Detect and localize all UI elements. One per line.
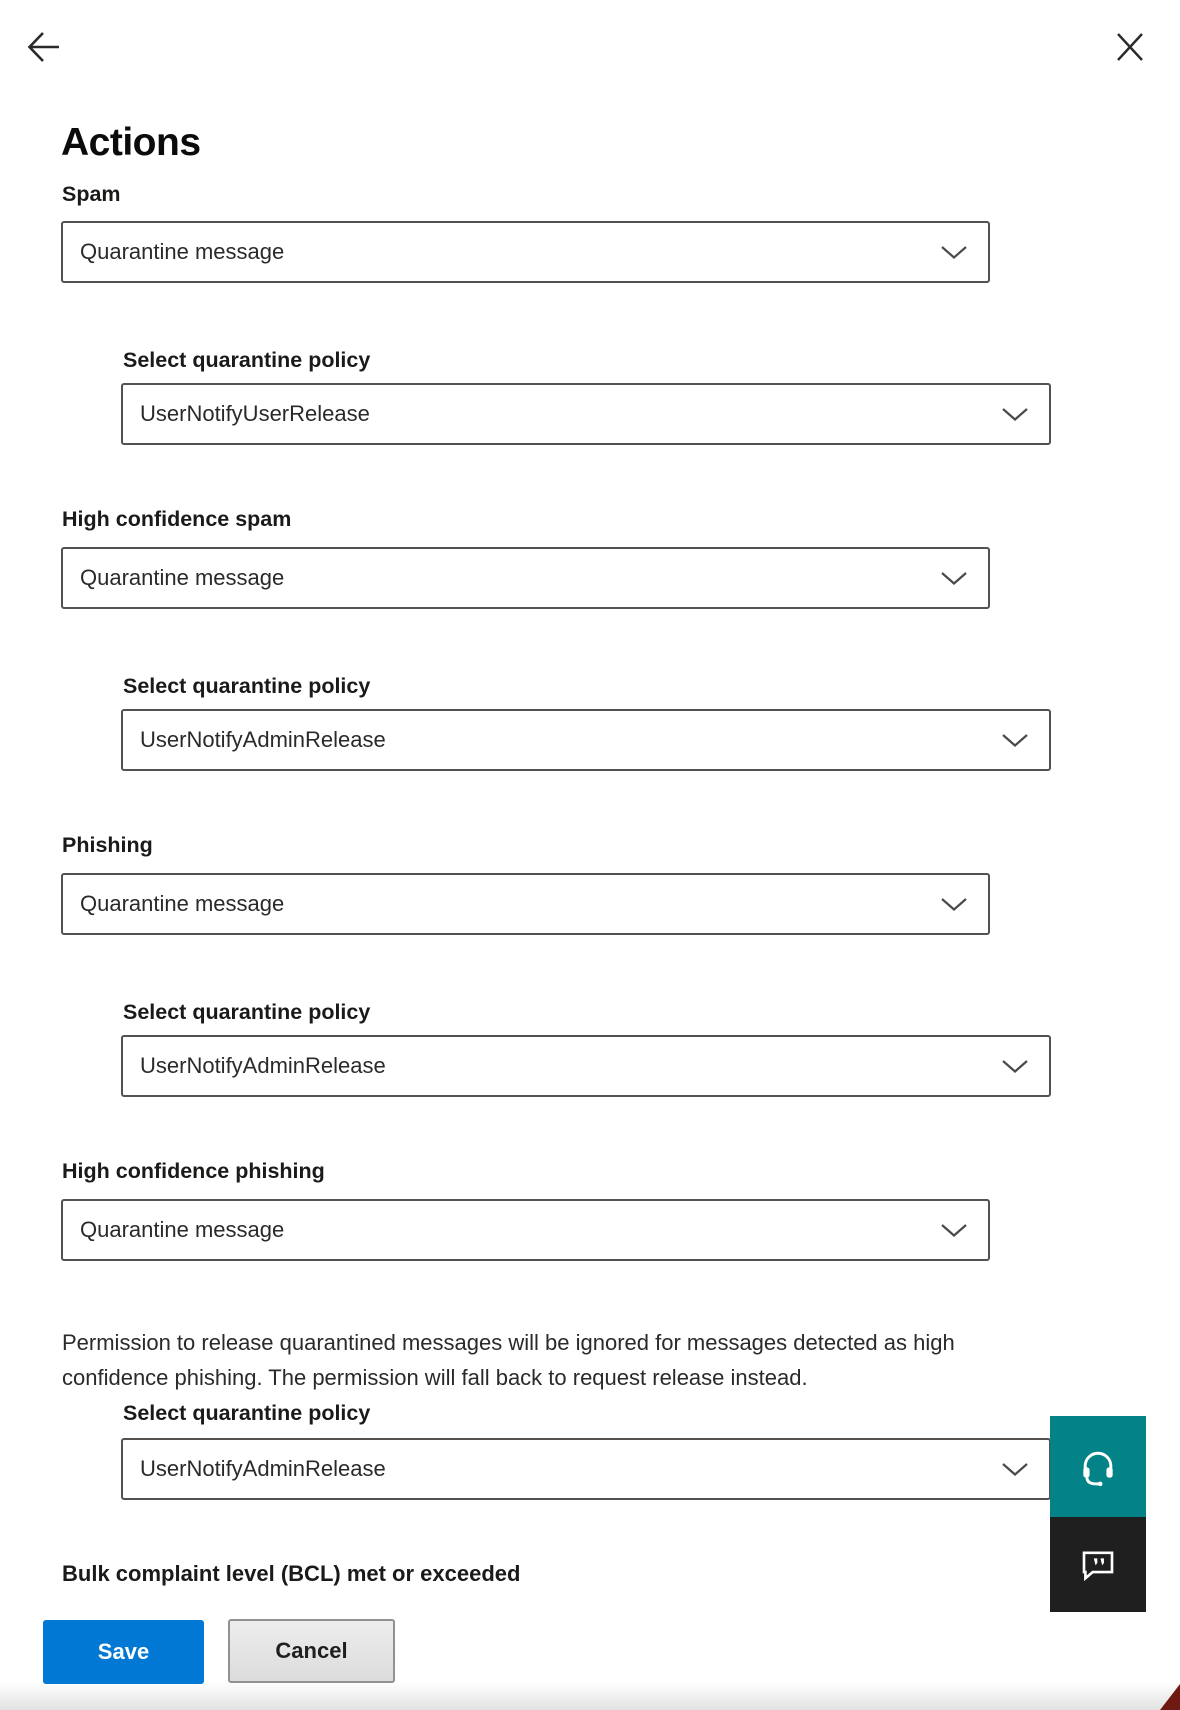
high-confidence-phishing-quarantine-policy-dropdown[interactable] [121,1438,1051,1500]
chevron-down-icon [1001,733,1029,748]
spam-label: Spam [62,182,121,206]
high-confidence-spam-policy-label: Select quarantine policy [123,674,371,698]
phishing-label: Phishing [62,833,153,857]
chat-bubble-icon [1077,1544,1119,1586]
dropdown-value: Quarantine message [80,1217,285,1242]
high-confidence-phishing-note: Permission to release quarantined messages will be ignored for messages detected as high confidence phishing. The permission will fall back to request release instead. [62,1330,955,1390]
save-button[interactable]: Save [43,1620,204,1684]
support-button[interactable] [1050,1416,1146,1517]
dropdown-value: UserNotifyAdminRelease [140,1053,386,1078]
phishing-policy-label: Select quarantine policy [123,1000,371,1024]
dropdown-value: Quarantine message [80,565,285,590]
high-confidence-spam-quarantine-policy-dropdown[interactable] [121,709,1051,771]
spam-action-dropdown[interactable] [61,221,990,283]
chevron-down-icon [940,245,968,260]
spam-policy-label: Select quarantine policy [123,348,371,372]
dropdown-value: Quarantine message [80,891,285,916]
bottom-fade [0,1682,1180,1710]
chevron-down-icon [940,1223,968,1238]
high-confidence-spam-action-dropdown[interactable] [61,547,990,609]
chevron-down-icon [1001,407,1029,422]
high-confidence-spam-label: High confidence spam [62,507,292,531]
dropdown-value: Quarantine message [80,239,285,264]
dropdown-value: UserNotifyUserRelease [140,401,370,426]
page-title: Actions [61,121,201,165]
corner-artifact [1160,1684,1180,1710]
chevron-down-icon [940,571,968,586]
dropdown-value: UserNotifyAdminRelease [140,1456,386,1481]
bulk-complaint-level-label: Bulk complaint level (BCL) met or exceeded [62,1561,521,1586]
cancel-button[interactable]: Cancel [228,1619,395,1683]
dropdown-value: UserNotifyAdminRelease [140,727,386,752]
phishing-quarantine-policy-dropdown[interactable] [121,1035,1051,1097]
high-confidence-phishing-label: High confidence phishing [62,1159,325,1183]
headset-icon [1076,1445,1120,1489]
close-button[interactable] [1114,31,1146,63]
phishing-action-dropdown[interactable] [61,873,990,935]
chevron-down-icon [1001,1462,1029,1477]
back-button[interactable] [26,28,62,66]
high-confidence-phishing-action-dropdown[interactable] [61,1199,990,1261]
help-widget [1050,1416,1146,1612]
close-icon [1115,50,1145,65]
spam-quarantine-policy-dropdown[interactable] [121,383,1051,445]
high-confidence-phishing-policy-label: Select quarantine policy [123,1401,371,1425]
chevron-down-icon [1001,1059,1029,1074]
arrow-left-icon [26,54,62,69]
feedback-button[interactable] [1050,1517,1146,1612]
chevron-down-icon [940,897,968,912]
